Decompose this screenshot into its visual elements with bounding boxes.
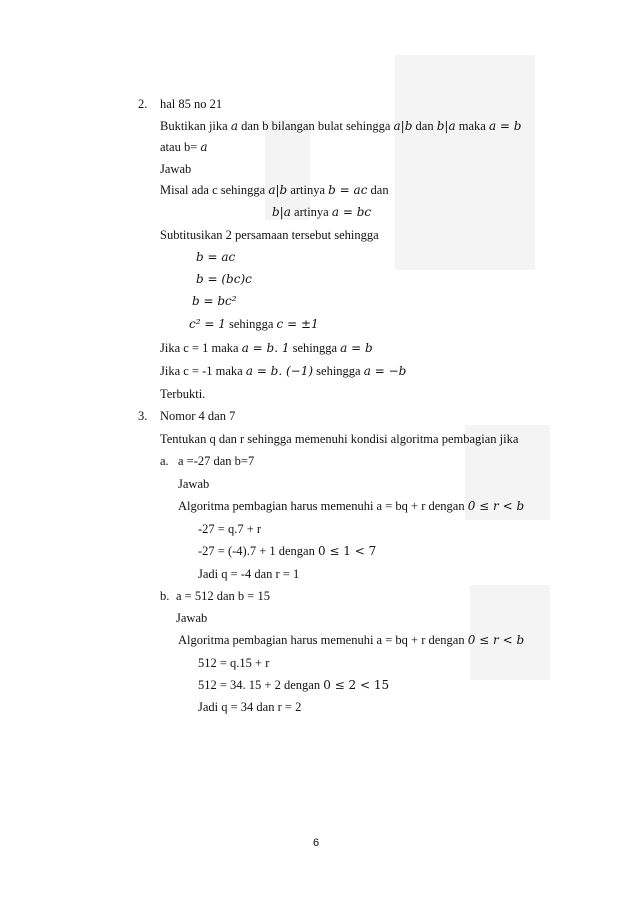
proof-line: Misal ada c sehingga a|b artinya b = ac dan bbox=[160, 183, 389, 197]
subitem-label: a. bbox=[160, 454, 169, 468]
problem-statement: Tentukan q dan r sehingga memenuhi kondisi algoritma pembagian jika bbox=[160, 432, 519, 446]
page-number: 6 bbox=[313, 837, 320, 849]
answer-label: Jawab bbox=[176, 611, 208, 625]
work-line: -27 = (-4).7 + 1 dengan 0 ≤ 1 < 7 bbox=[198, 544, 377, 558]
proof-case: Jika c = 1 maka a = b. 1 sehingga a = b bbox=[160, 341, 373, 355]
work-line: -27 = q.7 + r bbox=[198, 522, 262, 536]
item-title: Nomor 4 dan 7 bbox=[160, 409, 236, 423]
algorithm-statement: Algoritma pembagian harus memenuhi a = bq + r dengan 0 ≤ r < b bbox=[178, 633, 525, 647]
equation: b = bc² bbox=[192, 294, 237, 308]
proof-case: Jika c = -1 maka a = b. (−1) sehingga a = −b bbox=[160, 364, 407, 378]
answer-label: Jawab bbox=[160, 162, 192, 176]
subitem-given: a = 512 dan b = 15 bbox=[176, 589, 270, 603]
subitem-label: b. bbox=[160, 589, 170, 603]
problem-statement-cont: atau b= a bbox=[160, 140, 208, 154]
proof-line: b|a artinya a = bc bbox=[272, 205, 372, 219]
algorithm-statement: Algoritma pembagian harus memenuhi a = bq + r dengan 0 ≤ r < b bbox=[178, 499, 525, 513]
equation: b = (bc)c bbox=[196, 272, 252, 286]
proof-line: Subtitusikan 2 persamaan tersebut sehingga bbox=[160, 228, 379, 242]
item-title: hal 85 no 21 bbox=[160, 97, 223, 111]
result-line: Jadi q = 34 dan r = 2 bbox=[198, 700, 302, 714]
item-number: 3. bbox=[138, 409, 148, 423]
answer-label: Jawab bbox=[178, 477, 210, 491]
item-number: 2. bbox=[138, 97, 148, 111]
result-line: Jadi q = -4 dan r = 1 bbox=[198, 567, 300, 581]
equation: c² = 1 sehingga c = ±1 bbox=[189, 317, 319, 331]
problem-statement: Buktikan jika a dan b bilangan bulat sehingga a|b dan b|a maka a = b bbox=[160, 119, 522, 133]
work-line: 512 = q.15 + r bbox=[198, 656, 270, 670]
subitem-given: a =-27 dan b=7 bbox=[178, 454, 255, 468]
conclusion: Terbukti. bbox=[160, 387, 206, 401]
scan-shadow bbox=[395, 55, 535, 270]
work-line: 512 = 34. 15 + 2 dengan 0 ≤ 2 < 15 bbox=[198, 678, 390, 692]
equation: b = ac bbox=[196, 250, 236, 264]
